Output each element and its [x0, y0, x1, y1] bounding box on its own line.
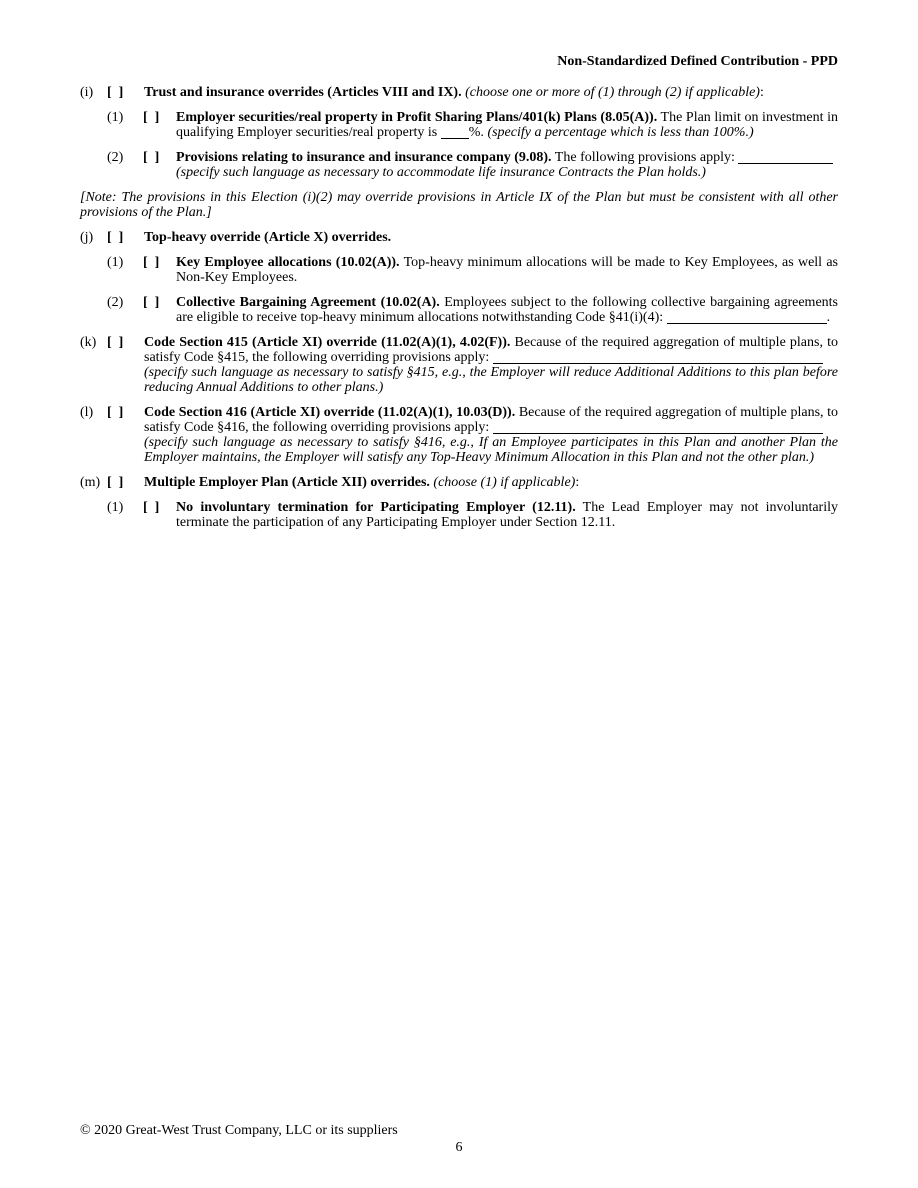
checkbox[interactable]: [ ] — [143, 150, 160, 165]
checkbox[interactable]: [ ] — [107, 405, 124, 420]
item-title: Provisions relating to insurance and insurance company (9.08). — [176, 150, 552, 165]
item-title: Top-heavy override (Article X) overrides. — [144, 230, 392, 245]
page-header-title: Non-Standardized Defined Contribution - PPD — [557, 54, 838, 69]
item-j — [80, 230, 838, 245]
item-label: (1) — [107, 500, 124, 515]
fill-in-blank[interactable] — [441, 126, 469, 139]
item-title: Multiple Employer Plan (Article XII) overrides. — [144, 475, 430, 490]
item-text-segment: Because of the required aggregation of multiple plans, to satisfy Code §415, the following overriding provisions apply: — [144, 335, 838, 365]
checkbox[interactable]: [ ] — [143, 110, 160, 125]
item-label: (2) — [107, 150, 124, 165]
item-text — [176, 295, 838, 325]
item-text — [144, 405, 838, 465]
item-text-segment: Because of the required aggregation of multiple plans, to satisfy Code §416, the following overriding provisions apply: — [144, 405, 839, 435]
item-j-2 — [80, 295, 838, 325]
item-text — [144, 230, 838, 245]
item-title: No involuntary termination for Participating Employer (12.11). — [176, 500, 576, 515]
item-title: Trust and insurance overrides (Articles VIII and IX). — [144, 85, 462, 100]
item-text-segment: (choose one or more of (1) through (2) if applicable) — [465, 85, 760, 100]
item-label: (j) — [80, 230, 94, 245]
item-m — [80, 475, 838, 490]
item-m-1 — [80, 500, 838, 530]
item-text-segment: Top-heavy minimum allocations will be made to Key Employees, as well as Non-Key Employees. — [176, 255, 838, 285]
item-text-segment: [Note: The provisions in this Election (i)(2) may override provisions in Article IX of the Plan but must be consistent with all other provisions of the Plan.] — [80, 190, 838, 220]
fill-in-blank[interactable] — [738, 151, 833, 164]
page-number: 6 — [455, 1140, 463, 1155]
checkbox[interactable]: [ ] — [143, 255, 160, 270]
item-text-segment: (specify such language as necessary to satisfy §415, e.g., the Employer will reduce Additional Additions to this plan before reducing Annual Additions to other plans.) — [144, 365, 838, 395]
item-label: (i) — [80, 85, 94, 100]
item-text-segment: Employees subject to the following collective bargaining agreements are eligible to receive top-heavy minimum allocations notwithstanding Code §41(i)(4): — [176, 295, 838, 325]
item-text — [176, 150, 838, 180]
item-i — [80, 85, 838, 100]
note-election-i2 — [80, 190, 838, 220]
item-k — [80, 335, 838, 395]
item-text-segment: %. — [468, 125, 488, 140]
checkbox[interactable]: [ ] — [107, 335, 124, 350]
checkbox[interactable]: [ ] — [143, 295, 160, 310]
fill-in-blank[interactable] — [493, 421, 823, 434]
item-text-segment: . — [826, 310, 831, 325]
item-label: (2) — [107, 295, 124, 310]
item-text — [144, 335, 838, 395]
item-j-1 — [80, 255, 838, 285]
item-label: (1) — [107, 255, 124, 270]
item-text — [176, 500, 838, 530]
item-text-segment: (choose (1) if applicable) — [433, 475, 576, 490]
item-label: (m) — [80, 475, 101, 490]
item-text — [144, 85, 838, 100]
item-text-segment: : — [575, 475, 580, 490]
item-l — [80, 405, 838, 465]
item-text-segment: The Lead Employer may not involuntarily terminate the participation of any Participating Employer under Section 12.11. — [176, 500, 838, 530]
item-text — [176, 255, 838, 285]
footer-copyright: © 2020 Great-West Trust Company, LLC or its suppliers — [80, 1123, 398, 1138]
item-text-segment: (specify such language as necessary to satisfy §416, e.g., If an Employee participates in this Plan and another Plan the Employer maintains, the Employer will satisfy any Top-Heavy Minimum Allocation in this Plan and not the other plan.) — [144, 435, 838, 465]
item-text-segment: The following provisions apply: — [551, 150, 739, 165]
checkbox[interactable]: [ ] — [107, 230, 124, 245]
item-title: Code Section 416 (Article XI) override (11.02(A)(1), 10.03(D)). — [144, 405, 516, 420]
item-title: Collective Bargaining Agreement (10.02(A). — [176, 295, 440, 310]
fill-in-blank[interactable] — [493, 351, 823, 364]
item-title: Key Employee allocations (10.02(A)). — [176, 255, 400, 270]
item-text-segment: : — [759, 85, 764, 100]
item-label: (l) — [80, 405, 94, 420]
item-label: (1) — [107, 110, 124, 125]
item-title: Employer securities/real property in Profit Sharing Plans/401(k) Plans (8.05(A)). — [176, 110, 658, 125]
item-title: Code Section 415 (Article XI) override (11.02(A)(1), 4.02(F)). — [144, 335, 511, 350]
checkbox[interactable]: [ ] — [107, 85, 124, 100]
item-text-segment: (specify such language as necessary to accommodate life insurance Contracts the Plan holds.) — [176, 165, 706, 180]
item-label: (k) — [80, 335, 97, 350]
item-text — [176, 110, 838, 140]
item-text — [144, 475, 838, 490]
checkbox[interactable]: [ ] — [107, 475, 124, 490]
item-i-1 — [80, 110, 838, 140]
item-text — [80, 190, 838, 220]
fill-in-blank[interactable] — [667, 311, 827, 324]
item-text-segment: The Plan limit on investment in qualifying Employer securities/real property is — [176, 110, 838, 140]
item-i-2 — [80, 150, 838, 180]
items-container — [80, 85, 838, 540]
item-text-segment: (specify a percentage which is less than 100%.) — [487, 125, 754, 140]
checkbox[interactable]: [ ] — [143, 500, 160, 515]
